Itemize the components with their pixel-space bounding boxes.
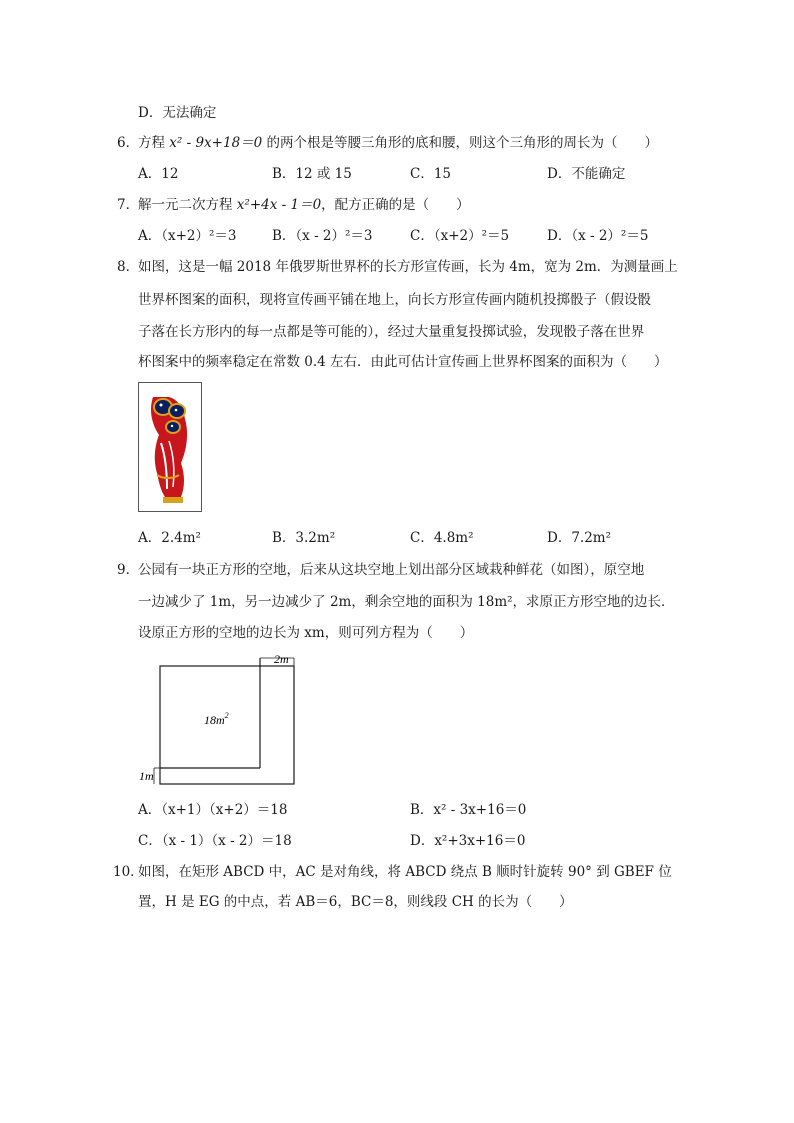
- q6-equation: x² - 9x+18＝0: [169, 135, 263, 151]
- world-cup-trophy-icon: [139, 383, 201, 511]
- q9-option-b: B．x² - 3x+16＝0: [410, 802, 527, 818]
- q10-stem-line-1: 如图，在矩形 ABCD 中，AC 是对角线，将 ABCD 绕点 B 顺时针旋转 90° 到 GBEF 位: [138, 864, 672, 880]
- q6-option-d: D．不能确定: [547, 166, 626, 182]
- label-18m2: [204, 711, 229, 727]
- q8-option-d: D．7.2m²: [547, 530, 612, 546]
- q6-stem: [138, 133, 658, 153]
- q8-stem-line-1: 如图，这是一幅 2018 年俄罗斯世界杯的长方形宣传画，长为 4m，宽为 2m．为测量画上: [138, 259, 678, 275]
- q7-stem-b: ，配方正确的是（ ）: [321, 197, 470, 213]
- q8-option-c: C．4.8m²: [410, 530, 474, 546]
- q10-stem-line-2: 置，H 是 EG 的中点，若 AB＝6，BC＝8，则线段 CH 的长为（ ）: [138, 894, 573, 910]
- q10-number: 10．: [113, 864, 144, 880]
- label-18m2-sup: 2: [224, 711, 229, 720]
- q9-stem-line-3: 设原正方形的空地的边长为 xm，则可列方程为（ ）: [138, 625, 474, 641]
- q9-option-d: D．x²+3x+16＝0: [410, 833, 526, 849]
- q9-number: 9．: [117, 562, 140, 578]
- q7-number: 7．: [117, 197, 140, 213]
- q5-option-d: D．无法确定: [138, 105, 217, 121]
- q8-option-a: A．2.4m²: [138, 530, 201, 546]
- q6-option-b: B．12 或 15: [272, 166, 352, 182]
- q6-option-a: A．12: [138, 166, 179, 182]
- q8-stem-line-3: 子落在长方形内的每一点都是等可能的），经过大量重复投掷试验，发现骰子落在世界: [138, 324, 645, 340]
- q7-option-c: C．（x+2）²＝5: [410, 228, 510, 244]
- q6-stem-b: 的两个根是等腰三角形的底和腰，则这个三角形的周长为（ ）: [262, 135, 659, 151]
- q7-option-d: D．（x - 2）²＝5: [547, 228, 649, 244]
- q8-option-b: B．3.2m²: [272, 530, 336, 546]
- q8-stem-line-2: 世界杯图案的面积，现将宣传画平铺在地上，向长方形宣传画内随机投掷骰子（假设骰: [138, 292, 651, 308]
- q7-stem-a: 解一元二次方程: [138, 197, 237, 213]
- q9-option-a: A．（x+1）（x+2）＝18: [138, 802, 288, 818]
- q6-stem-a: 方程: [138, 135, 170, 151]
- q9-option-c: C．（x - 1）（x - 2）＝18: [138, 833, 292, 849]
- q8-number: 8．: [117, 259, 140, 275]
- label-18m: 18m: [204, 713, 225, 727]
- q7-option-a: A．（x+2）²＝3: [138, 228, 237, 244]
- q8-stem-line-4: 杯图案中的频率稳定在常数 0.4 左右．由此可估计宣传画上世界杯图案的面积为（ ）: [138, 354, 668, 370]
- q6-number: 6．: [117, 135, 140, 151]
- q9-stem-line-2: 一边减少了 1m，另一边减少了 2m，剩余空地的面积为 18m²，求原正方形空地的边长．: [138, 594, 675, 610]
- q6-option-c: C．15: [410, 166, 452, 182]
- label-1m: 1m: [139, 769, 154, 783]
- q7-equation: x²+4x - 1＝0: [236, 197, 322, 213]
- q9-stem-line-1: 公园有一块正方形的空地，后来从这块空地上划出部分区域栽种鲜花（如图），原空地: [138, 562, 645, 578]
- label-2m: 2m: [274, 652, 289, 666]
- q7-stem: [138, 195, 470, 215]
- square-plot-figure: [138, 652, 308, 792]
- world-cup-poster-figure: [138, 382, 202, 512]
- q7-option-b: B．（x - 2）²＝3: [272, 228, 373, 244]
